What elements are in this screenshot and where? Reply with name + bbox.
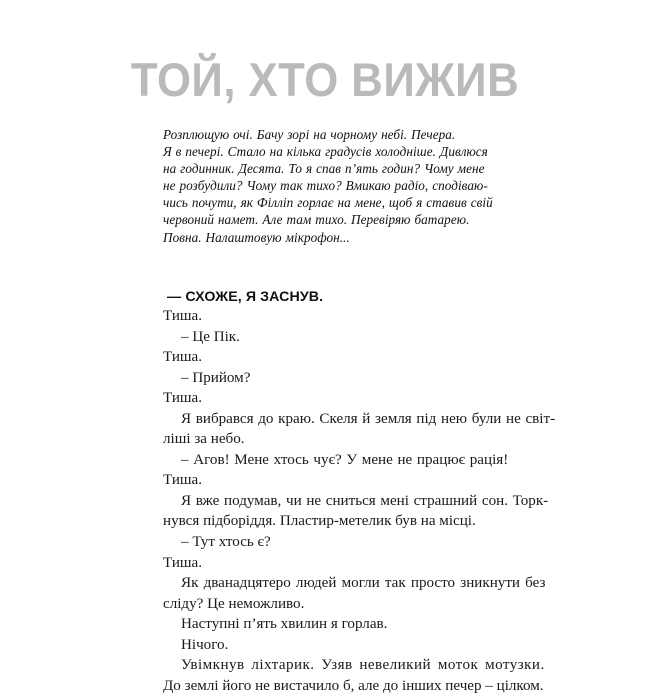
body-line: ліші за небо. <box>163 431 245 448</box>
body-line: – Це Пік. <box>181 328 240 345</box>
lead-line: чись почути, як Філліп горлає на мене, щоб я ставив свій <box>163 195 493 211</box>
lead-line: не розбудили? Чому так тихо? Вмикаю радіо, сподіваю- <box>163 178 488 194</box>
body-prose <box>163 306 556 696</box>
body-line: Тиша. <box>163 349 203 366</box>
lead-line: червоний намет. Але там тихо. Перевіряю батарею. <box>163 212 470 228</box>
body-line: До землі його не вистачило б, але до інших печер – цілком. <box>163 677 544 694</box>
text-column <box>163 126 556 694</box>
body-line: – Тут хтось є? <box>181 534 271 551</box>
lead-line: на годинник. Десята. То я спав п’ять годин? Чому мене <box>163 161 485 177</box>
body-line: Тиша. <box>163 308 203 324</box>
body-line: Увімкнув ліхтарик. Узяв невеликий моток мотузки. <box>181 657 545 674</box>
lead-paragraph <box>163 126 518 246</box>
body-line: Як дванадцятеро людей могли так просто зникнути без <box>181 575 546 592</box>
body-line: – Прийом? <box>181 369 251 386</box>
body-line: Я вже подумав, чи не сниться мені страшний сон. Торк- <box>181 492 549 509</box>
body-line: Тиша. <box>163 390 203 407</box>
lead-line: Я в печері. Стало на кілька градусів холодніше. Дивлюся <box>163 144 488 160</box>
body-line: Тиша. <box>163 554 203 571</box>
body-line: Тиша. <box>163 472 203 489</box>
body-line: Наступні п’ять хвилин я горлав. <box>181 616 388 633</box>
body-line: нувся підборіддя. Пластир-метелик був на місці. <box>163 513 476 530</box>
dialogue-heading: — СХОЖЕ, Я ЗАСНУВ. <box>167 289 324 305</box>
body-line: сліду? Це неможливо. <box>163 595 305 612</box>
body-line: – Агов! Мене хтось чує? У мене не працює рація! <box>181 451 509 468</box>
lead-line: Розплющую очі. Бачу зорі на чорному небі. Печера. <box>163 127 456 142</box>
chapter-title: ТОЙ, ХТО ВИЖИВ <box>130 53 520 107</box>
body-line: Нічого. <box>181 636 229 653</box>
lead-line: Повна. Налаштовую мікрофон... <box>163 229 350 245</box>
body-line: Я вибрався до краю. Скеля й земля під нею були не світ- <box>181 410 556 427</box>
